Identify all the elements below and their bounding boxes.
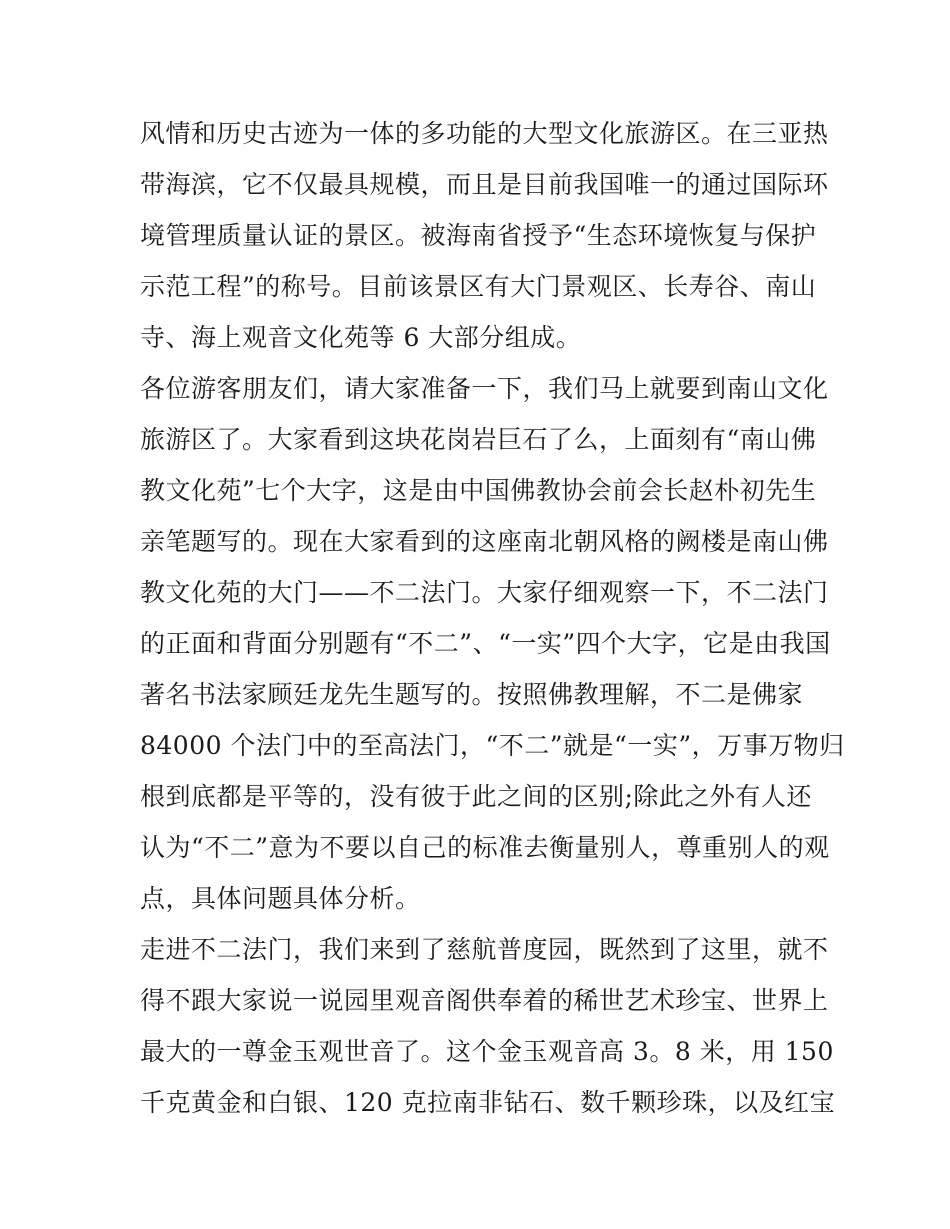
text-line: 境管理质量认证的景区。被海南省授予“生态环境恢复与保护 xyxy=(140,221,817,250)
text-line: 最大的一尊金玉观世音了。这个金玉观音高 3。8 米，用 150 xyxy=(140,1037,834,1066)
text-line: 认为“不二”意为不要以自己的标准去衡量别人，尊重别人的观 xyxy=(140,833,830,862)
text-line: 各位游客朋友们，请大家准备一下，我们马上就要到南山文化 xyxy=(140,374,829,403)
text-line: 风情和历史古迹为一体的多功能的大型文化旅游区。在三亚热 xyxy=(140,119,829,148)
text-line: 示范工程”的称号。目前该景区有大门景观区、长寿谷、南山 xyxy=(140,272,817,301)
text-line: 寺、海上观音文化苑等 6 大部分组成。 xyxy=(140,323,582,352)
paragraph-2 xyxy=(140,363,845,924)
text-line: 得不跟大家说一说园里观音阁供奉着的稀世艺术珍宝、世界上 xyxy=(140,986,829,1015)
document-body xyxy=(140,108,845,1128)
text-line: 的正面和背面分别题有“不二”、“一实”四个大字，它是由我国 xyxy=(140,629,831,658)
text-line: 亲笔题写的。现在大家看到的这座南北朝风格的阙楼是南山佛 xyxy=(140,527,829,556)
text-line: 84000 个法门中的至高法门，“不二”就是“一实”，万事万物归 xyxy=(140,731,845,760)
paragraph-3 xyxy=(140,924,836,1128)
text-line: 走进不二法门，我们来到了慈航普度园，既然到了这里，就不 xyxy=(140,935,829,964)
paragraph-1 xyxy=(140,108,829,363)
text-line: 著名书法家顾廷龙先生题写的。按照佛教理解，不二是佛家 xyxy=(140,680,804,709)
text-line: 旅游区了。大家看到这块花岗岩巨石了么，上面刻有“南山佛 xyxy=(140,425,817,454)
text-line: 教文化苑的大门——不二法门。大家仔细观察一下，不二法门 xyxy=(140,578,829,607)
text-line: 根到底都是平等的，没有彼于此之间的区别;除此之外有人还 xyxy=(140,782,812,811)
text-line: 带海滨，它不仅最具规模，而且是目前我国唯一的通过国际环 xyxy=(140,170,829,199)
text-line: 点，具体问题具体分析。 xyxy=(140,884,421,913)
text-line: 教文化苑”七个大字，这是由中国佛教协会前会长赵朴初先生 xyxy=(140,476,817,505)
text-line: 千克黄金和白银、120 克拉南非钻石、数千颗珍珠，以及红宝 xyxy=(140,1088,836,1117)
